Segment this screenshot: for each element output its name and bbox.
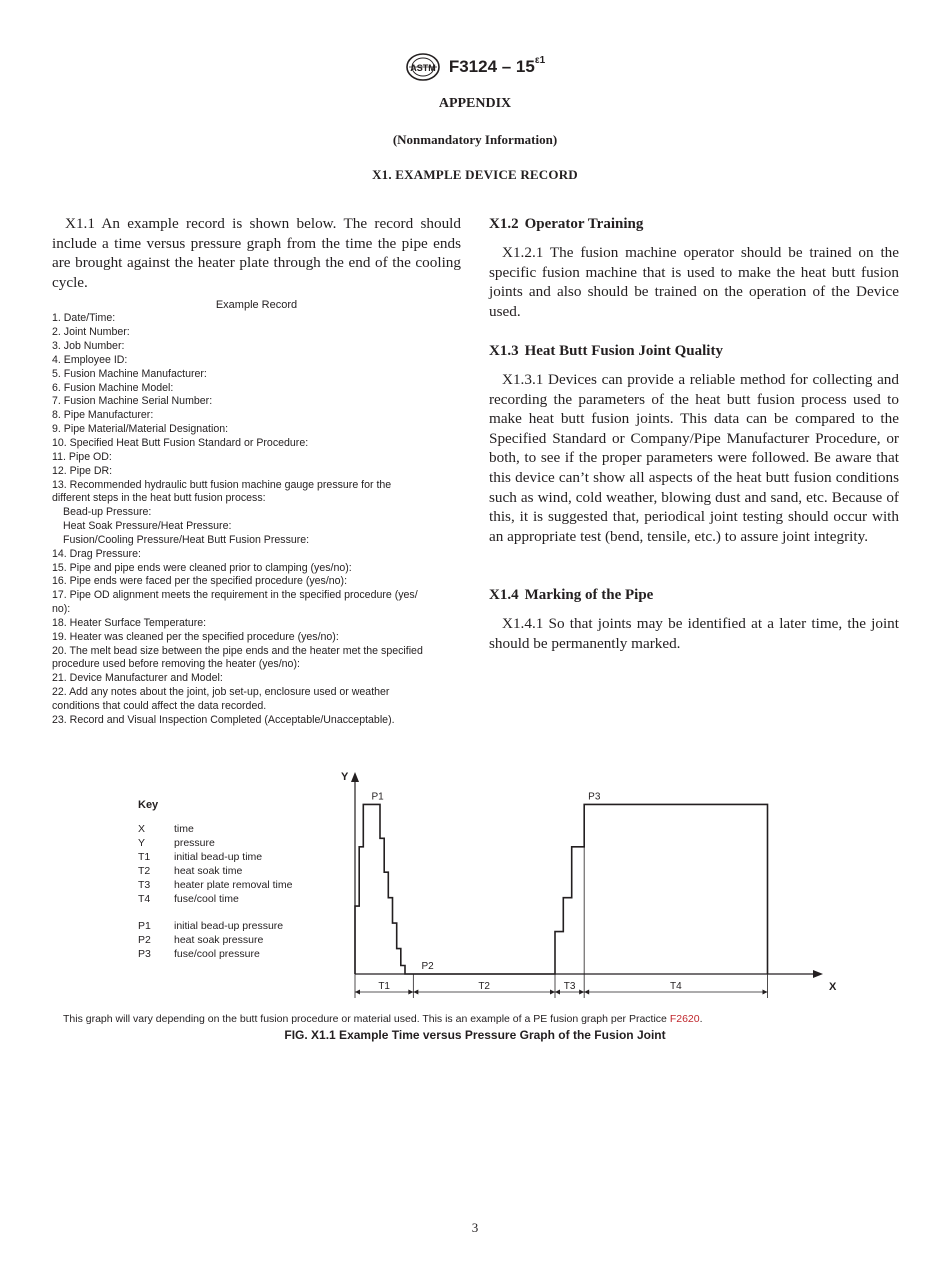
key-symbol: P3	[138, 948, 151, 960]
section-heading	[489, 585, 899, 605]
page-number: 3	[471, 1220, 479, 1235]
dimension-arrow	[584, 990, 589, 995]
x-axis-arrow	[813, 970, 823, 978]
record-item: 7. Fusion Machine Serial Number:	[52, 395, 213, 408]
section-heading-text: Operator Training	[524, 216, 644, 232]
key-symbol: T2	[138, 865, 151, 877]
record-item: 3. Job Number:	[52, 340, 125, 353]
section-x1-2	[489, 214, 899, 321]
section-heading-text: Heat Butt Fusion Joint Quality	[524, 343, 723, 359]
pressure-series-line	[355, 804, 768, 974]
level-label-p2: P2	[421, 961, 434, 972]
key-symbol: T1	[138, 851, 151, 863]
dimension-arrow	[413, 990, 418, 995]
record-item: 15. Pipe and pipe ends were cleaned prior to clamping (yes/no):	[52, 561, 352, 574]
record-item: Heat Soak Pressure/Heat Pressure:	[63, 520, 232, 533]
record-item: 5. Fusion Machine Manufacturer:	[52, 367, 207, 380]
section-heading	[489, 341, 899, 361]
fusion-graph	[130, 770, 837, 1010]
dimension-arrow	[355, 990, 360, 995]
section-paragraph: X1.2.1 The fusion machine operator should be trained on the specific fusion machine that is used to make the heat butt fusion joints and also should be trained on the operation of the Device used.	[489, 244, 899, 320]
record-item: procedure used before removing the heater (yes/no):	[52, 658, 300, 671]
phase-label-t2: T2	[478, 981, 491, 992]
record-item: 21. Device Manufacturer and Model:	[52, 672, 223, 685]
astm-logo	[405, 52, 441, 82]
figure-note: This graph will vary depending on the butt fusion procedure or material used. This is an example of a PE fusion graph per Practice F2620.	[63, 1013, 703, 1025]
key-title: Key	[138, 799, 159, 811]
appendix-title: APPENDIX	[438, 96, 512, 111]
record-item: 2. Joint Number:	[52, 326, 130, 339]
section-number: X1.4	[489, 587, 519, 603]
key-description: pressure	[174, 837, 215, 849]
key-symbol: T4	[138, 893, 151, 905]
key-symbol: P2	[138, 934, 151, 946]
phase-label-t1: T1	[378, 981, 391, 992]
key-description: heat soak pressure	[174, 934, 264, 946]
key-description: initial bead-up time	[174, 851, 263, 863]
record-item: different steps in the heat butt fusion process:	[52, 492, 266, 505]
document-header	[0, 52, 950, 82]
section-x1-3	[489, 341, 899, 546]
record-item: 14. Drag Pressure:	[52, 547, 141, 560]
key-symbol: P1	[138, 920, 151, 932]
key-symbol: T3	[138, 879, 151, 891]
dimension-arrow	[579, 990, 584, 995]
y-axis-label: Y	[341, 771, 349, 783]
figure-caption: FIG. X1.1 Example Time versus Pressure Graph of the Fusion Joint	[284, 1028, 666, 1042]
dimension-arrow	[550, 990, 555, 995]
x-axis-label: X	[829, 981, 837, 993]
figure-key	[138, 799, 293, 960]
plot-area	[341, 771, 837, 998]
section-paragraph: X1.3.1 Devices can provide a reliable method for collecting and recording the parameters of the heat butt fusion process used to make heat butt fusion joints. This data can be compared to the Specified Standard or Company/Pipe Manufacturer Procedure, or both, to see if the proper parameters were followed. Be aware that this device can’t show all aspects of the heat butt fusion conditions such as wind, cold weather, blowing dust and sand, etc. Because of this, it is suggested that, periodical joint testing should occur with an appropriate test (bend, tensile, etc.) to assure joint integrity.	[489, 371, 899, 545]
record-item: 8. Pipe Manufacturer:	[52, 409, 154, 422]
f2620-reference-link[interactable]: F2620	[669, 1013, 700, 1025]
record-item: no):	[52, 603, 71, 616]
section-paragraph: X1.4.1 So that joints may be identified at a later time, the joint should be permanently marked.	[489, 615, 899, 652]
key-description: fuse/cool time	[174, 893, 239, 905]
record-item: Bead-up Pressure:	[63, 506, 152, 519]
record-item: 19. Heater was cleaned per the specified procedure (yes/no):	[52, 630, 339, 643]
key-description: heater plate removal time	[174, 879, 293, 891]
record-item: 18. Heater Surface Temperature:	[52, 616, 207, 629]
record-item: 1. Date/Time:	[52, 312, 116, 325]
record-item: 9. Pipe Material/Material Designation:	[52, 423, 229, 436]
key-description: initial bead-up pressure	[174, 920, 284, 932]
record-item: Fusion/Cooling Pressure/Heat Butt Fusion Pressure:	[63, 533, 310, 546]
section-number: X1.2	[489, 216, 519, 232]
svg-text:ASTM: ASTM	[410, 63, 436, 73]
level-label-p1: P1	[371, 791, 384, 803]
phase-label-t3: T3	[563, 981, 576, 992]
section-heading	[489, 214, 899, 234]
dimension-arrow	[555, 990, 560, 995]
y-axis-arrow	[351, 772, 359, 782]
key-symbol: Y	[138, 837, 146, 849]
record-item: 23. Record and Visual Inspection Completed (Acceptable/Unacceptable).	[52, 713, 395, 726]
record-item: 10. Specified Heat Butt Fusion Standard or Procedure:	[52, 436, 309, 449]
record-item: 17. Pipe OD alignment meets the requirement in the specified procedure (yes/	[52, 589, 418, 602]
phase-label-t4: T4	[669, 981, 682, 992]
left-column	[52, 214, 461, 728]
record-list	[52, 312, 461, 727]
record-item: 22. Add any notes about the joint, job set-up, enclosure used or weather	[52, 686, 390, 699]
level-label-p3: P3	[588, 791, 601, 803]
record-item: 16. Pipe ends were faced per the specified procedure (yes/no):	[52, 575, 348, 588]
section-title: X1. EXAMPLE DEVICE RECORD	[372, 167, 578, 182]
key-symbol: X	[138, 823, 146, 835]
dimension-arrow	[408, 990, 413, 995]
record-item: 13. Recommended hydraulic butt fusion machine gauge pressure for the	[52, 478, 392, 491]
record-item: 20. The melt bead size between the pipe ends and the heater met the specified	[52, 644, 423, 657]
record-item: conditions that could affect the data recorded.	[52, 700, 267, 712]
record-item: 12. Pipe DR:	[52, 464, 113, 477]
dimension-arrow	[763, 990, 768, 995]
key-description: time	[174, 823, 194, 835]
record-title: Example Record	[215, 299, 298, 312]
key-description: heat soak time	[174, 865, 243, 877]
appendix-subtitle: (Nonmandatory Information)	[392, 132, 558, 147]
section-heading-text: Marking of the Pipe	[524, 587, 654, 603]
record-item: 6. Fusion Machine Model:	[52, 381, 174, 394]
section-number: X1.3	[489, 343, 519, 359]
intro-paragraph: X1.1 An example record is shown below. The record should include a time versus pressure graph from the time the pipe ends are brought against the heater plate through the end of the cooling cycle.	[52, 215, 461, 291]
key-description: fuse/cool pressure	[174, 948, 260, 960]
standard-designation: $F3124 - 15^{\varepsilon 1}$	[448, 55, 546, 76]
record-item: 11. Pipe OD:	[52, 450, 112, 463]
record-item: 4. Employee ID:	[52, 353, 128, 366]
section-x1-4	[489, 585, 899, 653]
